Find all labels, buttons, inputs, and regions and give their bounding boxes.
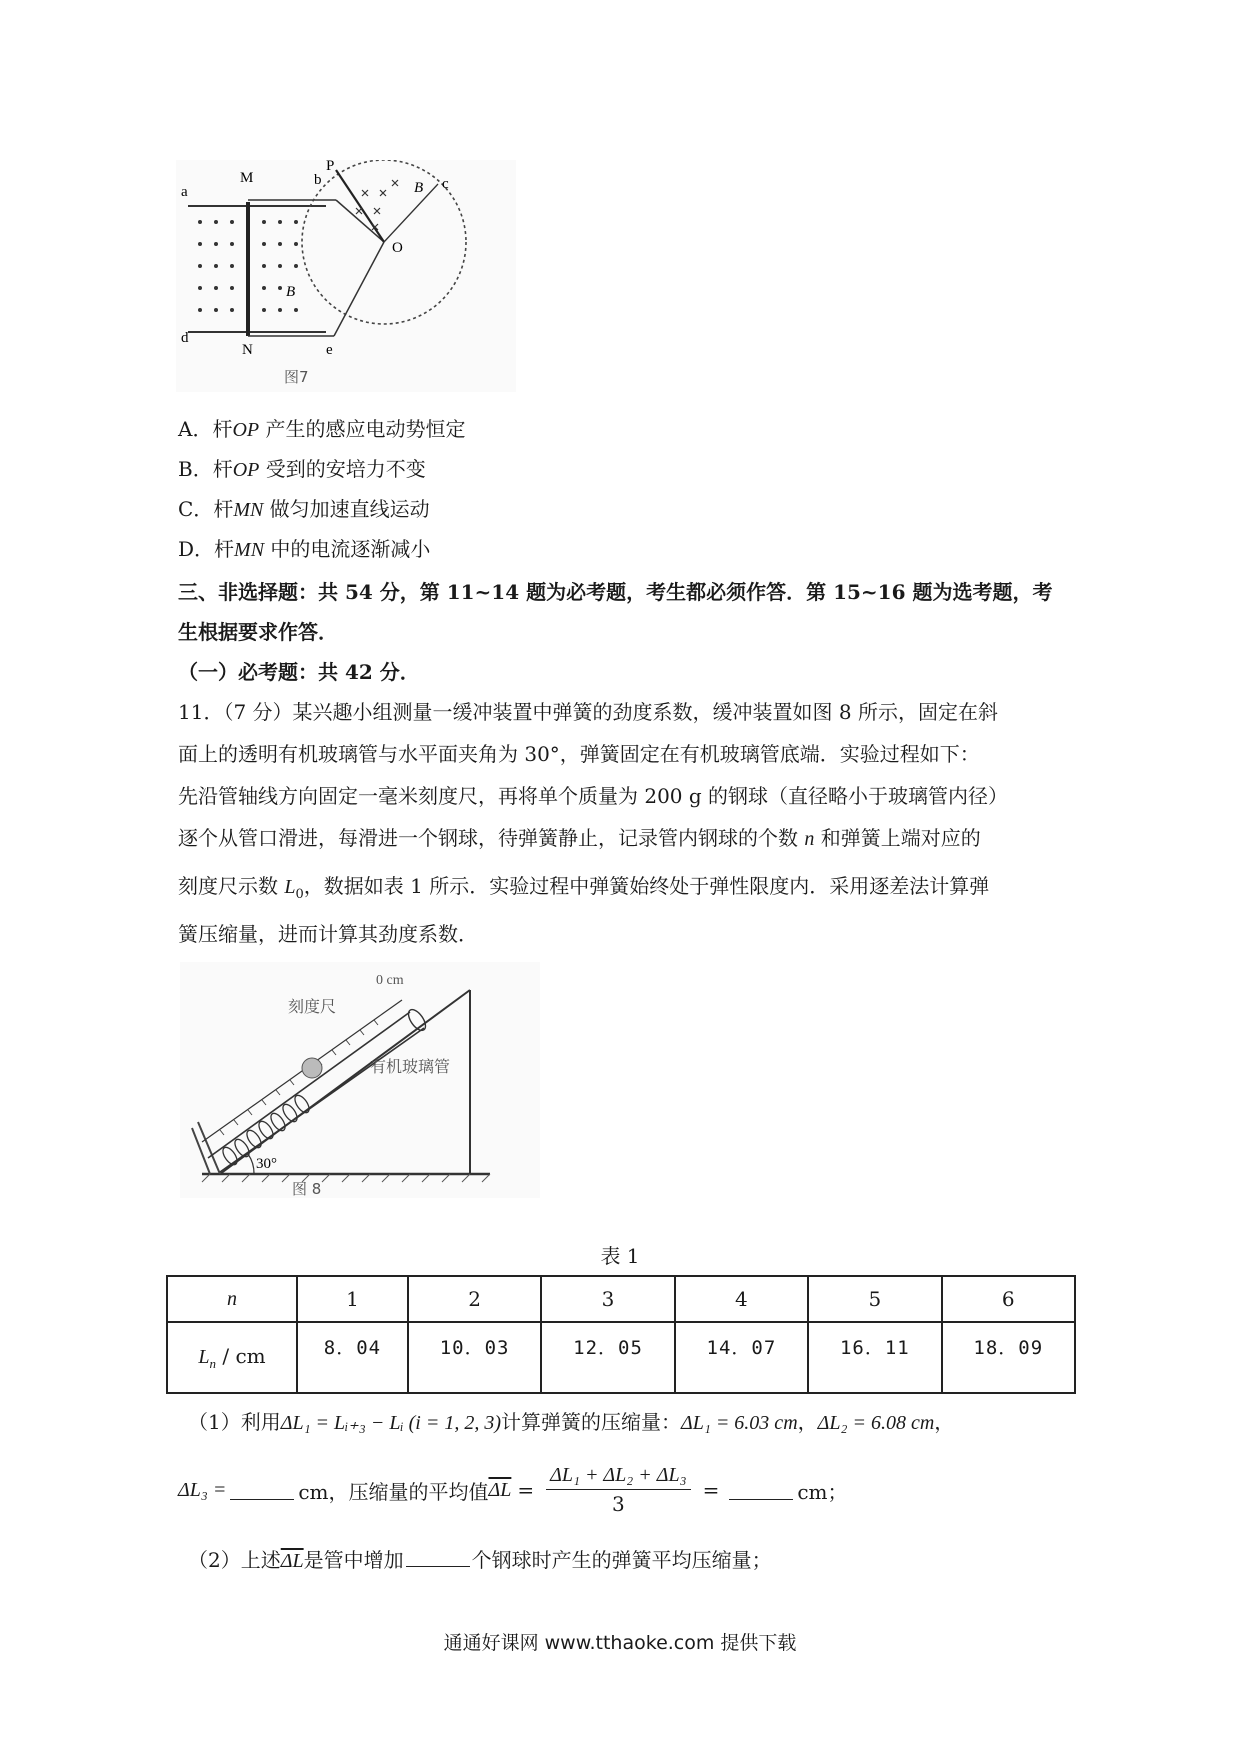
option-text: 中的电流逐渐减小 [270,537,431,561]
part2-prefix: （2）上述 [188,1548,281,1572]
q11-var-L-sub: 0 [295,887,304,902]
part1-eq: = [517,1478,535,1502]
table-1 [166,1275,1076,1394]
fig7-label-M: M [240,170,254,186]
fig7-label-a: a [181,184,188,200]
table-cell: 8．04 [297,1322,408,1393]
q11-part1-line1 [188,1406,954,1435]
answer-blank-dl3[interactable] [230,1481,294,1500]
q11-line1: 11．（7 分）某兴趣小组测量一缓冲装置中弹簧的劲度系数，缓冲装置如图 8 所示，固定在斜 [178,700,998,724]
fig7-label-B-right: B [414,180,424,196]
option-letter: D． [178,537,215,561]
option-d [178,533,430,562]
part1-prefix: （1）利用 [188,1410,281,1434]
option-prefix: 杆 [213,497,234,521]
option-a [178,413,465,442]
q11-line5 [178,870,989,902]
fig8-label-tube: 有机玻璃管 [370,1057,451,1076]
option-variable: OP [232,459,260,481]
option-text: 产生的感应电动势恒定 [265,417,466,441]
table-cell: 5 [808,1276,941,1322]
fig7-label-b: b [314,172,322,188]
section3-line1: 三、非选择题：共 54 分，第 11~14 题为必考题，考生都必须作答．第 15~16 题为选考题，考 [178,580,1053,604]
table-L-unit: / cm [216,1343,266,1368]
table-cell: 16．11 [808,1322,941,1393]
part1-dl2: ΔL₂ = 6.08 cm [817,1412,935,1434]
part1-end: ， [934,1410,955,1434]
q11-var-L: L [284,876,296,898]
q11-line5-text: 刻度尺示数 [178,874,285,898]
part2-text-a: 是管中增加 [303,1548,404,1572]
q11-var-n: n [804,828,815,850]
option-letter: A． [178,417,213,441]
fig7-label-e: e [326,342,333,358]
table-cell: 1 [297,1276,408,1322]
option-text: 受到的安培力不变 [265,457,426,481]
part1-mid: 计算弹簧的压缩量： [501,1410,681,1434]
option-letter: C． [178,497,214,521]
q11-line6: 簧压缩量，进而计算其劲度系数． [178,922,478,946]
part1-formula: ΔL₁ = Lᵢ₊₃ − Lᵢ (i = 1, 2, 3) [280,1412,501,1434]
option-variable: OP [232,419,260,441]
section3-line2: 生根据要求作答． [178,620,338,644]
fig8-label-angle: 30° [256,1156,277,1172]
part1-line2-end: cm； [797,1479,848,1504]
table-row-L [167,1322,1075,1393]
table-cell: 18．09 [942,1322,1075,1393]
figure-7 [176,160,516,392]
table-cell: 14．07 [675,1322,808,1393]
table-cell: 4 [675,1276,808,1322]
figure-8-diagram [180,962,540,1198]
part1-avg-text: cm，压缩量的平均值 [298,1479,489,1504]
option-prefix: 杆 [214,537,235,561]
option-b [178,453,426,482]
part2-avg-symbol: $\overline{\Delta L}$ [280,1550,304,1572]
fraction-numerator: ΔL₁ + ΔL₂ + ΔL₃ [546,1464,690,1490]
q11-part1-line2 [178,1464,848,1516]
q11-line4 [178,822,981,851]
table1-caption: 表 1 [600,1244,640,1268]
fig8-caption: 图 8 [292,1180,322,1198]
option-c [178,493,430,522]
fig7-label-P: P [326,160,335,174]
q11-line4-text-b: 和弹簧上端对应的 [814,826,981,850]
q11-line4-text: 逐个从管口滑进，每滑进一个钢球，待弹簧静止，记录管内钢球的个数 [178,826,805,850]
table-cell: 2 [408,1276,541,1322]
option-prefix: 杆 [212,457,233,481]
fig7-label-O: O [392,240,403,256]
q11-part2 [188,1544,772,1573]
part1-eq2: = [702,1478,720,1502]
fig8-label-ruler: 刻度尺 [288,997,337,1016]
q11-line2: 面上的透明有机玻璃管与水平面夹角为 30°，弹簧固定在有机玻璃管底端．实验过程如下： [178,742,980,766]
option-prefix: 杆 [212,417,233,441]
table-cell: 3 [541,1276,674,1322]
table-cell: 10．03 [408,1322,541,1393]
table-cell: 6 [942,1276,1075,1322]
table-L-var: L [198,1345,210,1368]
part1-fraction [546,1464,690,1516]
fig7-caption: 图7 [284,368,309,386]
q11-line3: 先沿管轴线方向固定一毫米刻度尺，再将单个质量为 200 g 的钢球（直径略小于玻璃管内径） [178,784,1009,808]
part1-sep: ， [797,1410,818,1434]
table-header-L [167,1322,297,1393]
figure-7-diagram [176,160,516,392]
table-cell: 12．05 [541,1322,674,1393]
answer-blank-count[interactable] [406,1548,470,1567]
figure-8 [180,962,540,1198]
fig7-label-B-left: B [286,284,296,300]
part1-dl3: ΔL₃ = [178,1478,227,1501]
table-row-n [167,1276,1075,1322]
part2-text-b: 个钢球时产生的弹簧平均压缩量； [471,1548,772,1572]
table-header-n: n [167,1276,297,1322]
part1-avg-symbol: $\overline{\Delta L}$ [488,1478,512,1501]
footer: 通通好课网 www.tthaoke.com 提供下载 [443,1632,797,1654]
option-variable: MN [233,499,264,521]
fig8-label-zero: 0 cm [376,973,404,988]
q11-line5-text-b: ，数据如表 1 所示．实验过程中弹簧始终处于弹性限度内．采用逐差法计算弹 [303,874,990,898]
option-text: 做匀加速直线运动 [269,497,430,521]
part1-dl1: ΔL₁ = 6.03 cm [681,1412,798,1434]
option-letter: B． [178,457,213,481]
required-heading: （一）必考题：共 42 分． [178,660,420,684]
fig7-label-c: c [442,176,449,192]
answer-blank-avg[interactable] [729,1481,793,1500]
fraction-denominator: 3 [611,1492,625,1516]
option-variable: MN [234,539,265,561]
table-L-sub: n [209,1355,216,1371]
fig7-label-N: N [242,342,253,358]
fig7-label-d: d [181,330,189,346]
